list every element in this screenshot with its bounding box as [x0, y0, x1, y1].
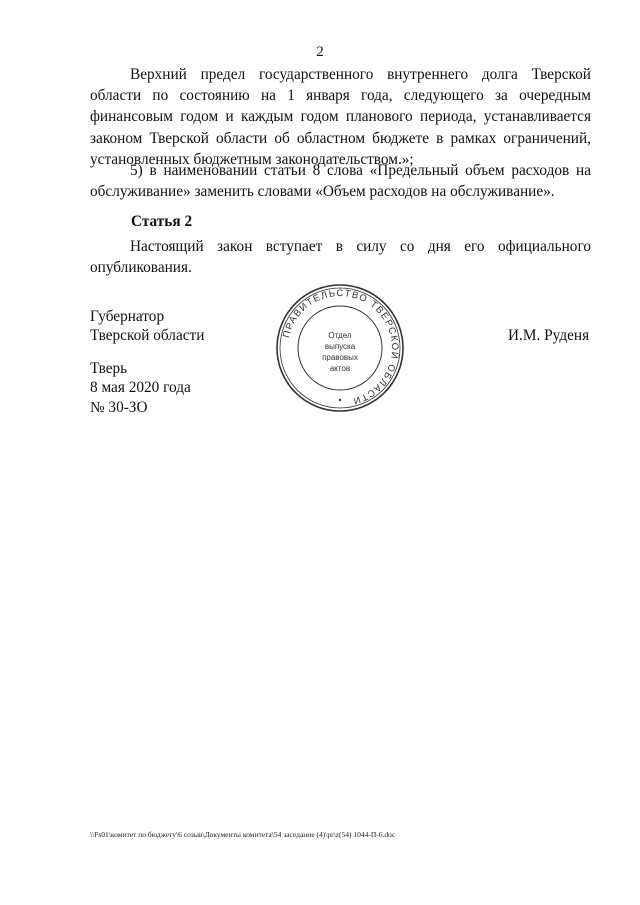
paragraph-article-8-amendment: 5) в наименовании статьи 8 слова «Предельный объем расходов на обслуживание» заменить словами «Объем расходов на обслуживание». [90, 162, 591, 201]
stamp-dot [339, 399, 341, 401]
stamp-line-2: выпуска [324, 342, 356, 351]
stamp-line-3: правовых [322, 353, 358, 362]
signatory-region: Тверской области [90, 327, 205, 344]
signatory-title: Губернатор [90, 308, 165, 325]
paragraph-entry-into-force: Настоящий закон вступает в силу со дня его официального опубликования. [90, 238, 591, 277]
signatory-name: И.М. Руденя [508, 327, 590, 344]
law-number: № 30-ЗО [90, 399, 148, 416]
article-2-heading: Статья 2 [131, 213, 193, 230]
paragraph-debt-limit: Верхний предел государственного внутреннего долга Тверской области по состоянию на 1 января года, следующего за очередным финансовым годом и каждым годом планового периода, устанавливается законом Тверской области об областном бюджете в рамках ограничений, установленных бюджетным законодательством.»; [90, 66, 591, 168]
stamp-line-1: Отдел [328, 331, 352, 340]
law-date: 8 мая 2020 года [90, 379, 191, 396]
stamp-ring-text: ПРАВИТЕЛЬСТВО ТВЕРСКОЙ ОБЛАСТИ [281, 287, 401, 407]
footer-file-path: \\Fs01\комитет по бюджету\6 созыв\Документы комитета\54 заседание (4)\pr\z(54) 1044-П-6.doc [90, 830, 396, 839]
official-stamp [275, 283, 405, 413]
signing-city: Тверь [90, 360, 128, 377]
stamp-line-4: актов [329, 364, 351, 373]
page-number: 2 [316, 44, 324, 60]
